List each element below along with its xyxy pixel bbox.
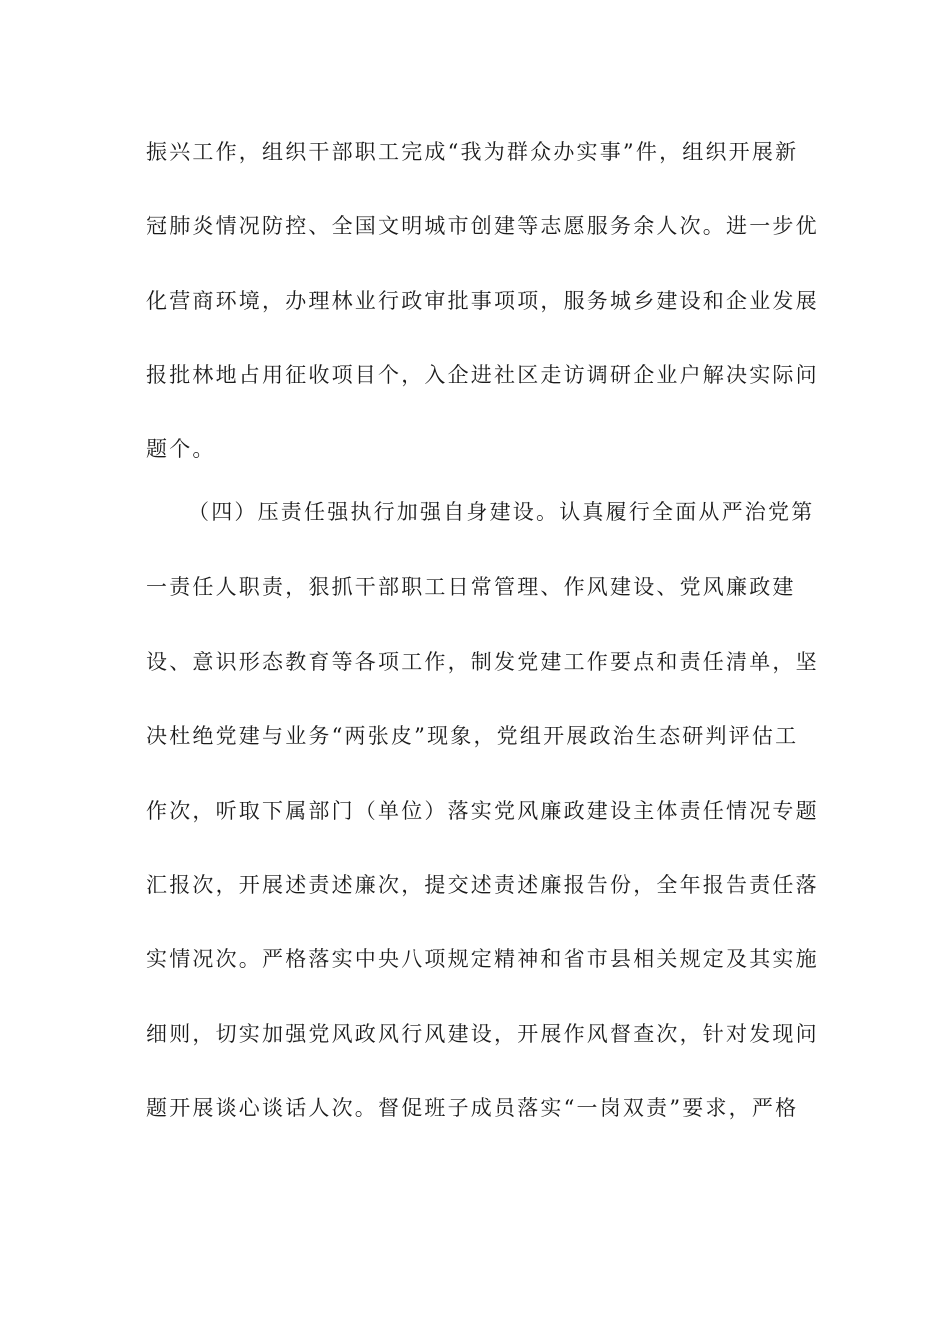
- body-line-14: 题开展谈心谈话人次。督促班子成员落实“一岗双责”要求，严格: [146, 1096, 799, 1120]
- body-line-2: 冠肺炎情况防控、全国文明城市创建等志愿服务余人次。进一步优: [146, 214, 819, 238]
- body-line-12: 实情况次。严格落实中央八项规定精神和省市县相关规定及其实施: [146, 947, 819, 971]
- body-line-7: 一责任人职责，狠抓干部职工日常管理、作风建设、党风廉政建: [146, 575, 796, 599]
- body-line-3: 化营商环境，办理林业行政审批事项项，服务城乡建设和企业发展: [146, 289, 819, 313]
- body-line-11: 汇报次，开展述责述廉次，提交述责述廉报告份，全年报告责任落: [146, 873, 819, 897]
- body-line-9: 决杜绝党建与业务“两张皮”现象，党组开展政治生态研判评估工: [146, 724, 799, 748]
- body-line-10: 作次，听取下属部门（单位）落实党风廉政建设主体责任情况专题: [146, 799, 819, 823]
- body-line-1: 振兴工作，组织干部职工完成“我为群众办实事”件，组织开展新: [146, 140, 799, 164]
- body-line-13: 细则，切实加强党风政风行风建设，开展作风督查次，针对发现问: [146, 1022, 819, 1046]
- section-heading-line: （四）压责任强执行加强自身建设。认真履行全面从严治党第: [188, 500, 815, 524]
- body-line-5: 题个。: [146, 437, 216, 461]
- body-line-4: 报批林地占用征收项目个，入企进社区走访调研企业户解决实际问: [146, 363, 819, 387]
- body-line-8: 设、意识形态教育等各项工作，制发党建工作要点和责任清单，坚: [146, 650, 819, 674]
